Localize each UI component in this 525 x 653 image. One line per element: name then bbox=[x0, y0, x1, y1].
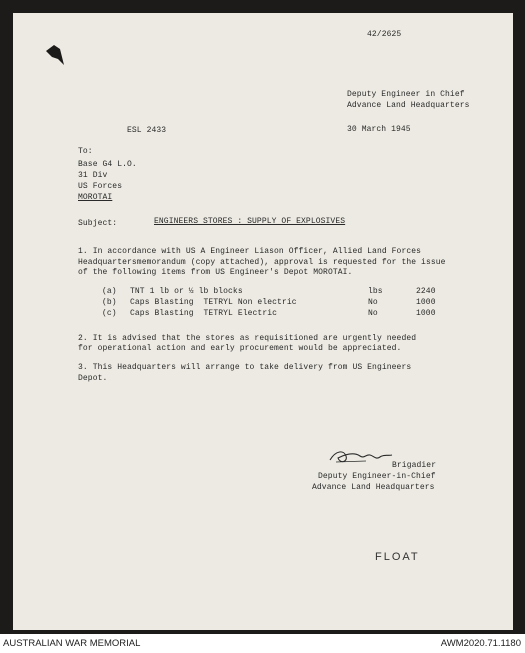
signature-line-1: Deputy Engineer-in-Chief bbox=[318, 472, 436, 481]
paragraph-1-line-3: of the following items from US Engineer's Depot MOROTAI. bbox=[78, 268, 353, 277]
subject-text: ENGINEERS STORES : SUPPLY OF EXPLOSIVES bbox=[154, 217, 346, 226]
paragraph-3-line-2: Depot. bbox=[78, 374, 108, 383]
signature bbox=[326, 446, 396, 468]
to-line-4: MOROTAI bbox=[78, 193, 113, 202]
paragraph-1-line-1: 1. In accordance with US A Engineer Liason Officer, Allied Land Forces bbox=[78, 247, 422, 256]
item-a-unit: lbs bbox=[368, 287, 383, 296]
paragraph-2-line-1: 2. It is advised that the stores as requisitioned are urgently needed bbox=[78, 334, 417, 343]
file-reference: ESL 2433 bbox=[127, 126, 167, 135]
footer-institution: AUSTRALIAN WAR MEMORIAL bbox=[3, 638, 141, 649]
reference-number: 42/2625 bbox=[367, 30, 402, 39]
footer-accession-number: AWM2020.71.1180 bbox=[440, 638, 521, 649]
paragraph-2-line-2: for operational action and early procurement would be appreciated. bbox=[78, 344, 402, 353]
signature-rank: Brigadier bbox=[392, 461, 437, 470]
item-b-desc: Caps Blasting TETRYL Non electric bbox=[130, 298, 297, 307]
to-line-2: 31 Div bbox=[78, 171, 108, 180]
item-b-qty: 1000 bbox=[416, 298, 436, 307]
signature-line-2: Advance Land Headquarters bbox=[312, 483, 435, 492]
paragraph-1-line-2: Headquartersmemorandum (copy attached), approval is requested for the issue bbox=[78, 258, 446, 267]
to-label: To: bbox=[78, 147, 93, 156]
item-b-unit: No bbox=[368, 298, 378, 307]
item-c-unit: No bbox=[368, 309, 378, 318]
to-line-1: Base G4 L.O. bbox=[78, 160, 137, 169]
handwritten-note: FLOAT bbox=[375, 551, 420, 563]
item-b-letter: (b) bbox=[102, 298, 117, 307]
item-a-desc: TNT 1 lb or ½ lb blocks bbox=[130, 287, 243, 296]
document-date: 30 March 1945 bbox=[347, 125, 411, 134]
to-line-3: US Forces bbox=[78, 182, 123, 191]
item-a-letter: (a) bbox=[102, 287, 117, 296]
item-c-letter: (c) bbox=[102, 309, 117, 318]
footer-bar bbox=[0, 634, 525, 653]
subject-label: Subject: bbox=[78, 219, 118, 228]
from-line-2: Advance Land Headquarters bbox=[347, 101, 470, 110]
item-c-desc: Caps Blasting TETRYL Electric bbox=[130, 309, 278, 318]
from-line-1: Deputy Engineer in Chief bbox=[347, 90, 465, 99]
torn-corner-mark bbox=[44, 43, 66, 69]
item-a-qty: 2240 bbox=[416, 287, 436, 296]
item-c-qty: 1000 bbox=[416, 309, 436, 318]
paragraph-3-line-1: 3. This Headquarters will arrange to take delivery from US Engineers bbox=[78, 363, 412, 372]
